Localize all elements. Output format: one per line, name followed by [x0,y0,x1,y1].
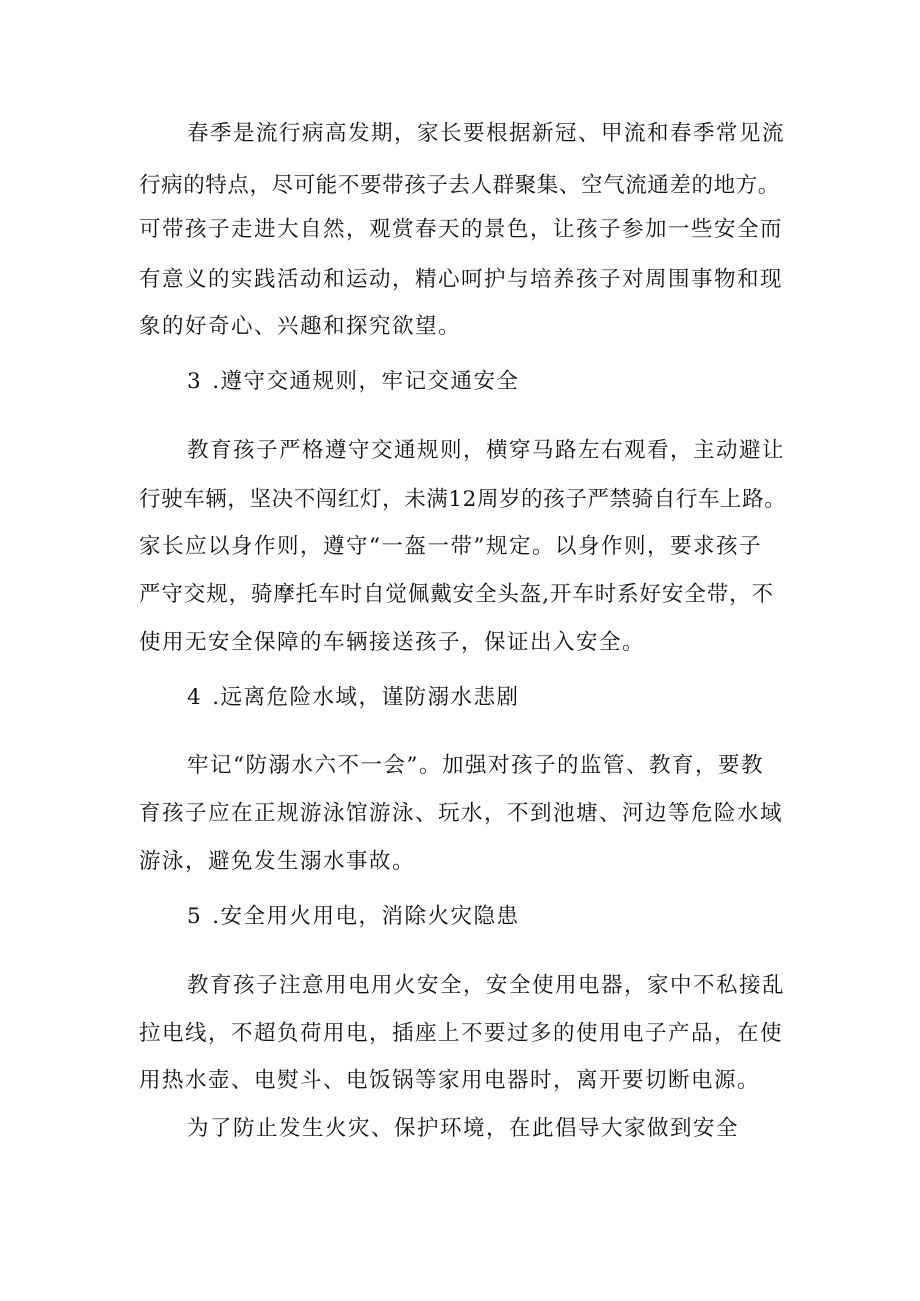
section-title: .远离危险水域，谨防溺水悲剧 [212,685,520,710]
text-line: 有意义的实践活动和运动，精心呵护与培养孩子对周围事物和现 [139,267,784,292]
text-line: 行驶车辆，坚决不闯红灯，未满12周岁的孩子严禁骑自行车上路。 [139,487,787,512]
section-number: 3 [187,369,203,394]
text-line: 为了防止发生火灾、保护环境，在此倡导大家做到安全 [187,1116,740,1141]
text-line: 行病的特点，尽可能不要带孩子去人群聚集、空气流通差的地方。 [139,173,780,198]
text-line: 教育孩子严格遵守交通规则，横穿马路左右观看，主动避让 [187,438,786,463]
section-heading-traffic [187,368,520,396]
section-title: .遵守交通规则，牢记交通安全 [212,369,520,394]
text-line: 拉电线，不超负荷用电，插座上不要过多的使用电子产品，在使 [139,1021,784,1046]
text-line: 春季是流行病高发期，家长要根据新冠、甲流和春季常见流 [187,121,786,146]
text-line: 用热水壶、电熨斗、电饭锅等家用电器时，离开要切断电源。 [139,1068,761,1093]
section-heading-water [187,684,520,712]
text-line: 育孩子应在正规游泳馆游泳、玩水，不到池塘、河边等危险水域 [139,801,784,826]
section-title: .安全用火用电，消除火灾隐患 [212,904,520,929]
text-line: 家长应以身作则，遵守“一盔一带”规定。以身作则，要求孩子 [139,534,762,559]
section-heading-fire [187,903,520,931]
text-line: 象的好奇心、兴趣和探究欲望。 [139,314,462,339]
text-line: 牢记“防溺水六不一会”。加强对孩子的监管、教育，要教 [187,753,764,778]
section-number: 5 [187,904,203,929]
text-line: 可带孩子走进大自然，观赏春天的景色，让孩子参加一些安全而 [139,217,784,242]
text-line: 教育孩子注意用电用火安全，安全使用电器，家中不私接乱 [187,973,786,998]
text-line: 使用无安全保障的车辆接送孩子，保证出入安全。 [139,630,646,655]
text-line: 严守交规，骑摩托车时自觉佩戴安全头盔,开车时系好安全带，不 [139,582,774,607]
section-number: 4 [187,685,203,710]
text-line: 游泳，避免发生溺水事故。 [139,849,416,874]
